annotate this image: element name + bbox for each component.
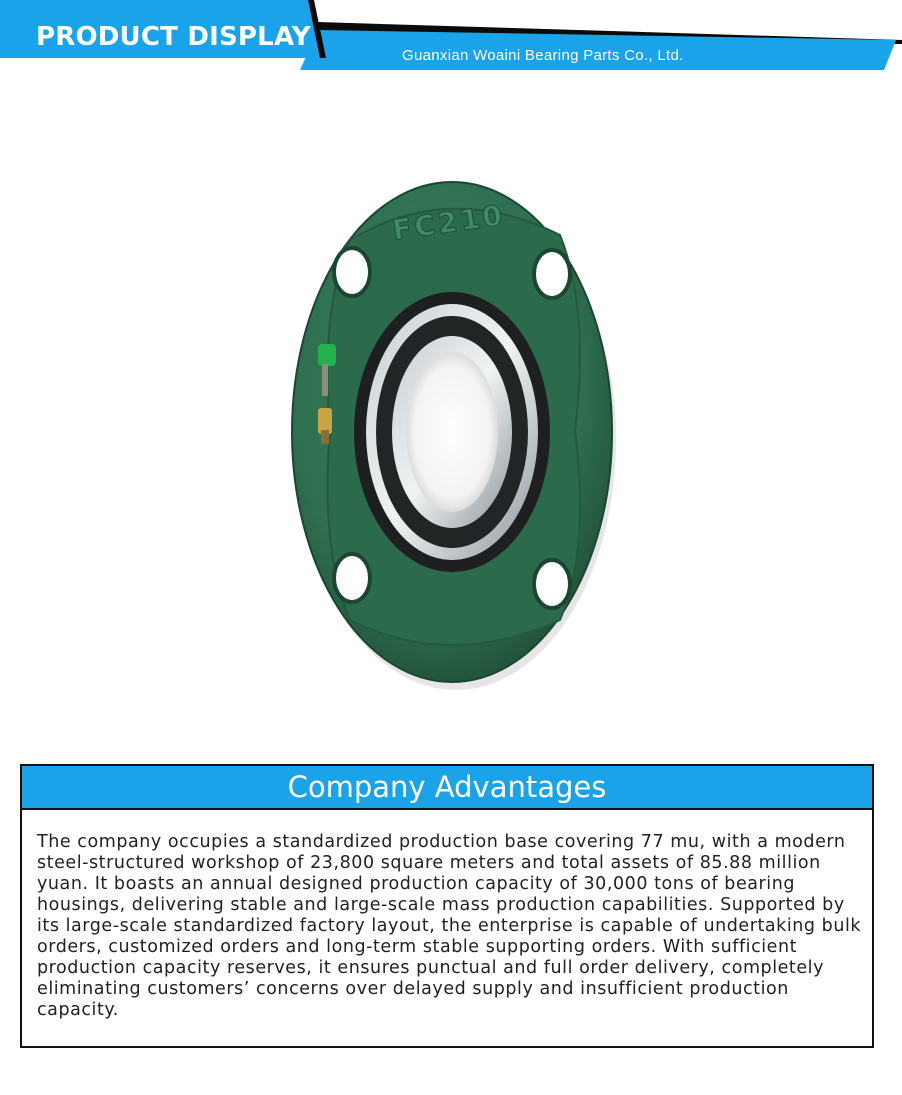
company-advantages-section	[20, 764, 874, 1048]
section-body: The company occupies a standardized production base covering 77 mu, with a modern steel-structured workshop of 23,800 square meters and total assets of 85.88 million yuan. It boasts an annual designed production capacity of 30,000 tons of bearing housings, delivering stable and large-scale mass production capabilities. Supported by its large-scale standardized factory layout, the enterprise is capable of undertaking bulk orders, customized orders and long-term stable supporting orders. With sufficient production capacity reserves, it ensures punctual and full order delivery, completely eliminating customers’ concerns over delayed supply and insufficient production capacity.	[37, 832, 862, 1020]
product-image	[120, 150, 780, 710]
section-title: Company Advantages	[22, 766, 872, 810]
page-title: PRODUCT DISPLAY	[36, 22, 311, 52]
header-banner	[0, 0, 902, 72]
company-name: Guanxian Woaini Bearing Parts Co., Ltd.	[402, 47, 684, 64]
flange-bearing-unit-image	[120, 150, 780, 710]
svg-text:FC210: FC210	[390, 198, 507, 247]
